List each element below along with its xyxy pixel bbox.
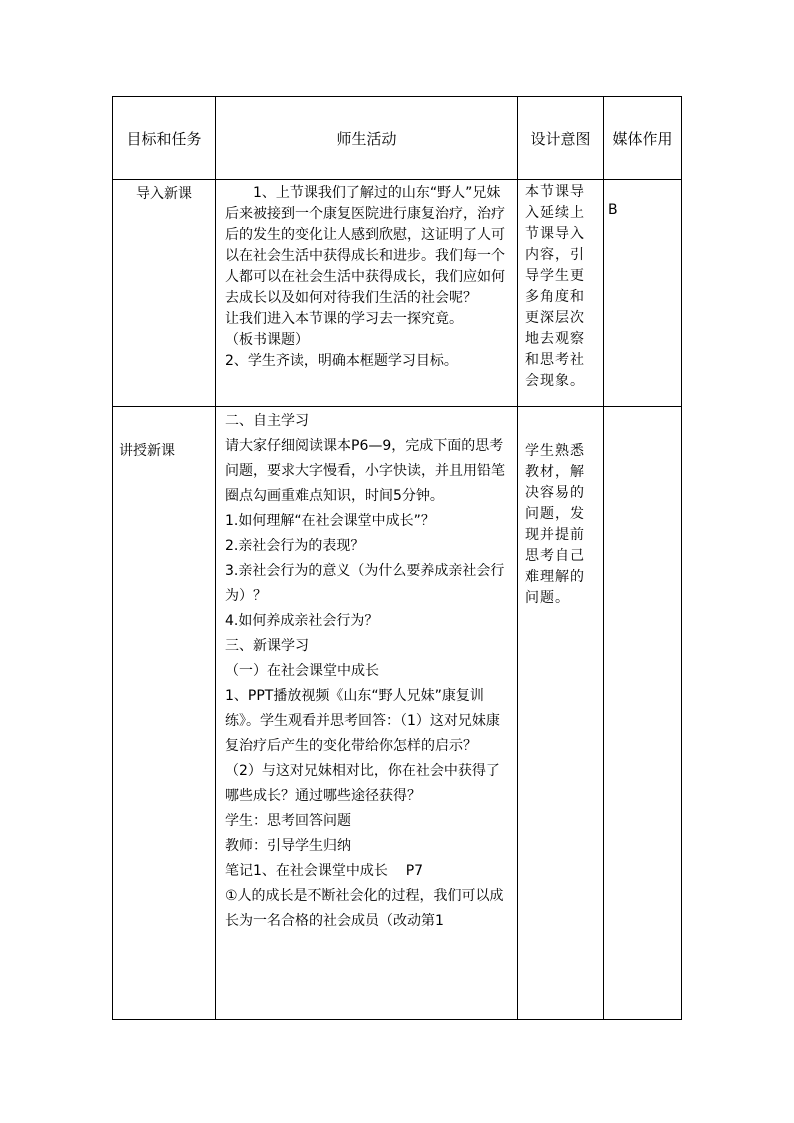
media-cell [604, 407, 682, 1020]
media-value [604, 407, 681, 431]
activity-paragraph: 让我们进入本节课的学习去一探究竟。 [225, 311, 463, 327]
activity-paragraph: 4.如何养成亲社会行为？ [225, 613, 379, 629]
design-cell [518, 180, 604, 407]
stage-label: 讲授新课 [119, 443, 175, 459]
stage-label: 导入新课 [136, 186, 192, 202]
table-row [113, 180, 682, 407]
activity-paragraph: 2.亲社会行为的表现？ [225, 538, 365, 554]
header-row [113, 97, 682, 180]
media-cell [604, 180, 682, 407]
activity-paragraph: 三、新课学习 [225, 638, 309, 654]
activity-paragraph: 教师：引导学生归纳 [225, 838, 351, 854]
stage-cell [113, 180, 216, 407]
stage-cell [113, 407, 216, 1020]
activity-paragraph: （板书课题） [225, 332, 309, 348]
table-row [113, 407, 682, 1020]
header-goal: 目标和任务 [113, 97, 216, 180]
activity-paragraph: 笔记1、在社会课堂中成长 P7 [225, 863, 424, 879]
activity-paragraph: 1、PPT播放视频《山东“野人兄妹”康复训练》。学生观看并思考回答：（1）这对兄妹康复治疗后产生的变化带给你怎样的启示？ [225, 688, 500, 754]
activity-paragraph: 2、学生齐读，明确本框题学习目标。 [225, 353, 458, 369]
header-design: 设计意图 [518, 97, 604, 180]
design-intent-text: 学生熟悉教材，解决容易的问题，发现并提前思考自己难理解的问题。 [525, 443, 585, 606]
activity-paragraph: 1.如何理解“在社会课堂中成长”？ [225, 513, 435, 529]
activity-paragraph: （一）在社会课堂中成长 [225, 663, 379, 679]
header-media: 媒体作用 [604, 97, 682, 180]
activity-paragraph: 请大家仔细阅读课本P6—9，完成下面的思考问题，要求大字慢看，小字快读，并且用铅笔圈点勾画重难点知识，时间5分钟。 [225, 438, 505, 504]
activity-paragraph: 3.亲社会行为的意义（为什么要养成亲社会行为）？ [225, 563, 505, 604]
activity-paragraph: 二、自主学习 [225, 413, 309, 429]
lesson-plan-table [112, 96, 682, 1020]
activity-paragraph: 1、上节课我们了解过的山东“野人”兄妹后来被接到一个康复医院进行康复治疗，治疗后的发生的变化让人感到欣慰，这证明了人可以在社会生活中获得成长和进步。我们每一个人都可以在社会生活中获得成长，我们应如何去成长以及如何对待我们生活的社会呢？ [225, 185, 505, 306]
activity-cell [216, 407, 518, 1020]
header-activity: 师生活动 [216, 97, 518, 180]
design-intent-text: 本节课导入延续上节课导入内容，引导学生更多角度和更深层次地去观察和思考社会现象。 [525, 184, 585, 389]
activity-cell [216, 180, 518, 407]
activity-paragraph: 学生：思考回答问题 [225, 813, 351, 829]
media-value: B [608, 202, 618, 218]
design-cell [518, 407, 604, 1020]
activity-paragraph: ①人的成长是不断社会化的过程，我们可以成长为一名合格的社会成员（改动第1 [225, 888, 504, 929]
activity-paragraph: （2）与这对兄妹相对比，你在社会中获得了哪些成长？通过哪些途径获得？ [225, 763, 500, 804]
